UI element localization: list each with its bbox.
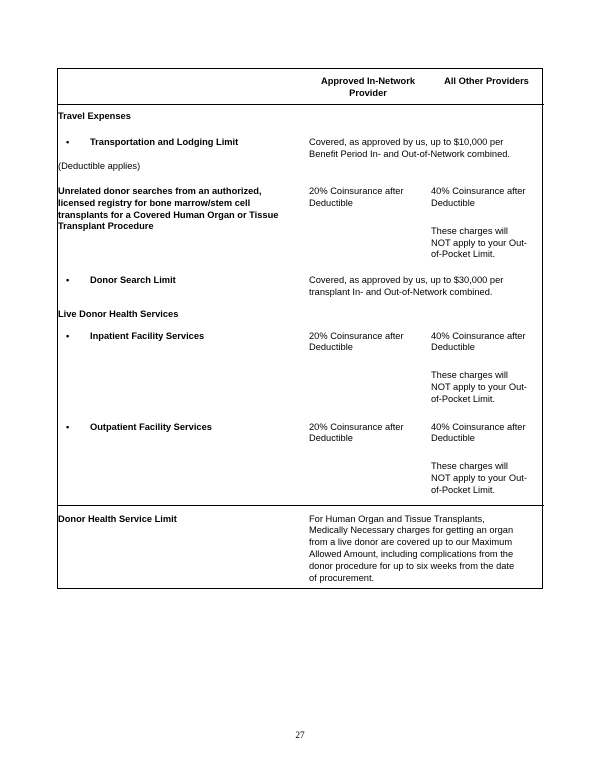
section-title-live-donor-health-services: Live Donor Health Services bbox=[58, 308, 179, 319]
cell-value-transportation-lodging-limit bbox=[309, 123, 544, 172]
note-all-other-inpatient-line1: These charges will bbox=[431, 370, 508, 381]
value-all-other-unrelated-line2: Deductible bbox=[431, 198, 475, 209]
value-in-network-unrelated-line1: 20% Coinsurance after bbox=[309, 186, 404, 197]
bullet-icon: • bbox=[66, 330, 70, 341]
table-row-inpatient-facility-services bbox=[58, 321, 544, 406]
cell-label-donor-health-service-limit bbox=[58, 505, 309, 588]
value-all-other-outpatient-line2: Deductible bbox=[431, 433, 475, 444]
cell-section-title-travel-expenses bbox=[58, 105, 309, 123]
label-transportation-lodging-limit: Transportation and Lodging Limit bbox=[90, 136, 239, 147]
label-unrelated-donor-searches-line4: Transplant Procedure bbox=[58, 221, 154, 232]
label-donor-health-service-limit: Donor Health Service Limit bbox=[58, 513, 177, 524]
value-in-network-outpatient-line1: 20% Coinsurance after bbox=[309, 421, 404, 432]
cell-in-network-unrelated-donor-searches bbox=[309, 172, 431, 261]
benefits-table bbox=[57, 68, 543, 589]
cell-label-unrelated-donor-searches bbox=[58, 172, 309, 261]
cell-label-donor-search-limit bbox=[58, 261, 309, 299]
header-cell-blank bbox=[58, 69, 309, 105]
value-all-other-unrelated-line1: 40% Coinsurance after bbox=[431, 186, 526, 197]
table-row-donor-health-service-limit bbox=[58, 505, 544, 588]
cell-blank-all-other-a bbox=[431, 105, 544, 123]
value-in-network-inpatient-line2: Deductible bbox=[309, 342, 353, 353]
cell-blank-in-network-b bbox=[309, 299, 431, 321]
table-row-outpatient-facility-services bbox=[58, 406, 544, 505]
cell-value-donor-health-service-limit bbox=[309, 505, 544, 588]
page-number: 27 bbox=[295, 731, 305, 741]
cell-in-network-outpatient-facility-services bbox=[309, 406, 431, 505]
value-donor-health-limit-line4: Allowed Amount, including complications from the bbox=[309, 548, 514, 559]
cell-label-transportation-lodging-limit bbox=[58, 123, 309, 172]
label-inpatient-facility-services: Inpatient Facility Services bbox=[90, 330, 205, 341]
note-all-other-unrelated-line3: of-Pocket Limit. bbox=[431, 249, 496, 260]
benefits-table-grid bbox=[58, 69, 544, 588]
table-row-transportation-lodging-limit bbox=[58, 123, 544, 172]
value-in-network-inpatient-line1: 20% Coinsurance after bbox=[309, 330, 404, 341]
note-all-other-inpatient-line2: NOT apply to your Out- bbox=[431, 381, 527, 392]
note-all-other-outpatient-line1: These charges will bbox=[431, 461, 508, 472]
table-row-donor-search-limit bbox=[58, 261, 544, 299]
cell-blank-all-other-b bbox=[431, 299, 544, 321]
table-row-unrelated-donor-searches bbox=[58, 172, 544, 261]
list-item-outpatient-facility-services bbox=[58, 422, 309, 434]
value-transportation-line2: Benefit Period In- and Out-of-Network combined. bbox=[309, 148, 511, 159]
value-in-network-outpatient-line2: Deductible bbox=[309, 433, 353, 444]
value-donor-health-limit-line1: For Human Organ and Tissue Transplants, bbox=[309, 513, 485, 524]
note-deductible-applies: (Deductible applies) bbox=[58, 160, 141, 171]
value-all-other-inpatient-line2: Deductible bbox=[431, 342, 475, 353]
value-in-network-unrelated-line2: Deductible bbox=[309, 198, 353, 209]
list-item-inpatient-facility-services bbox=[58, 331, 309, 343]
cell-all-other-outpatient-facility-services bbox=[431, 406, 544, 505]
note-all-other-outpatient-line3: of-Pocket Limit. bbox=[431, 484, 496, 495]
note-all-other-unrelated-line1: These charges will bbox=[431, 225, 508, 236]
header-all-other-providers-label: All Other Providers bbox=[444, 76, 529, 86]
note-all-other-outpatient-line2: NOT apply to your Out- bbox=[431, 472, 527, 483]
cell-label-inpatient-facility-services bbox=[58, 321, 309, 406]
bullet-icon: • bbox=[66, 275, 70, 286]
label-unrelated-donor-searches-line1: Unrelated donor searches from an authorized, bbox=[58, 186, 262, 197]
cell-label-outpatient-facility-services bbox=[58, 406, 309, 505]
note-all-other-unrelated-line2: NOT apply to your Out- bbox=[431, 237, 527, 248]
table-header-row bbox=[58, 69, 544, 105]
header-in-network-line2: Provider bbox=[349, 87, 387, 98]
value-donor-health-limit-line5: donor procedure for up to six weeks from the date bbox=[309, 560, 515, 571]
header-in-network-line1: Approved In-Network bbox=[320, 76, 415, 86]
cell-blank-in-network-a bbox=[309, 105, 431, 123]
cell-all-other-unrelated-donor-searches bbox=[431, 172, 544, 261]
list-item-transportation-lodging-limit bbox=[58, 137, 309, 149]
value-donor-health-limit-line6: of procurement. bbox=[309, 572, 375, 583]
value-donor-search-limit-line2: transplant In- and Out-of-Network combined. bbox=[309, 287, 493, 298]
table-row-travel-expenses-title bbox=[58, 105, 544, 123]
bullet-icon: • bbox=[66, 136, 70, 147]
label-outpatient-facility-services: Outpatient Facility Services bbox=[90, 421, 212, 432]
note-all-other-inpatient-line3: of-Pocket Limit. bbox=[431, 393, 496, 404]
header-cell-in-network bbox=[309, 69, 431, 105]
list-item-donor-search-limit bbox=[58, 275, 309, 287]
value-all-other-inpatient-line1: 40% Coinsurance after bbox=[431, 330, 526, 341]
value-donor-search-limit-line1: Covered, as approved by us, up to $30,000 per bbox=[309, 275, 504, 286]
cell-section-title-live-donor-health-services bbox=[58, 299, 309, 321]
cell-in-network-inpatient-facility-services bbox=[309, 321, 431, 406]
header-cell-all-other-providers bbox=[431, 69, 544, 105]
bullet-icon: • bbox=[66, 421, 70, 432]
value-transportation-line1: Covered, as approved by us, up to $10,000 per bbox=[309, 136, 504, 147]
value-all-other-outpatient-line1: 40% Coinsurance after bbox=[431, 421, 526, 432]
value-donor-health-limit-line3: from a live donor are covered up to our Maximum bbox=[309, 537, 513, 548]
value-donor-health-limit-line2: Medically Necessary charges for getting an organ bbox=[309, 525, 514, 536]
label-unrelated-donor-searches-line2: licensed registry for bone marrow/stem cell bbox=[58, 198, 251, 208]
cell-value-donor-search-limit bbox=[309, 261, 544, 299]
cell-all-other-inpatient-facility-services bbox=[431, 321, 544, 406]
table-row-live-donor-health-services-title bbox=[58, 299, 544, 321]
label-unrelated-donor-searches-line3: transplants for a Covered Human Organ or Tissue bbox=[58, 209, 279, 220]
section-title-travel-expenses: Travel Expenses bbox=[58, 111, 131, 122]
label-donor-search-limit: Donor Search Limit bbox=[90, 275, 176, 286]
